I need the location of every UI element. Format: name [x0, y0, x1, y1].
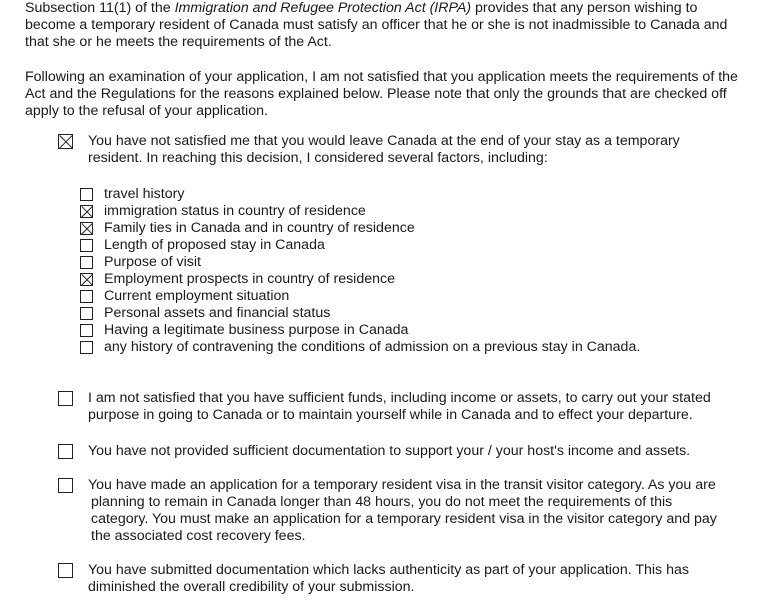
factor-label: any history of contravening the conditions of admission on a previous stay in Canada. [104, 339, 641, 355]
factor-item [80, 220, 740, 237]
ground-leave-canada-text: You have not satisfied me that you would leave Canada at the end of your stay as a temporary resident. In reaching this decision, I considered several factors, including: [88, 133, 680, 166]
factor-item [80, 186, 740, 203]
factor-checkbox[interactable] [80, 256, 93, 269]
factor-checkbox[interactable] [80, 307, 93, 320]
factor-item [80, 254, 740, 271]
intro-suffix: provides that any person wishing to become a temporary resident of Canada must satisfy an officer that he or she is not inadmissible to Canada and that she or he meets the requirements of the Act. [25, 0, 728, 50]
factor-checkbox[interactable] [80, 290, 93, 303]
factor-checkbox[interactable] [80, 239, 93, 252]
ground-authenticity-checkbox[interactable] [58, 563, 73, 578]
factor-item [80, 203, 740, 220]
ground-documentation-checkbox[interactable] [58, 444, 73, 459]
ground-authenticity-text: You have submitted documentation which lacks authenticity as part of your application. This has diminished the overall credibility of your submission. [88, 562, 689, 595]
factor-item [80, 237, 740, 254]
factor-label: Family ties in Canada and in country of residence [104, 220, 415, 236]
factor-item [80, 339, 740, 356]
ground-leave-canada-checkbox[interactable] [58, 134, 73, 149]
ground-transit-text [88, 477, 728, 545]
ground-transit-line1: You have made an application for a temporary resident visa in the transit visitor category. As you are [88, 477, 716, 493]
factor-checkbox[interactable] [80, 188, 93, 201]
factor-checkbox[interactable] [80, 205, 93, 218]
factor-checkbox[interactable] [80, 341, 93, 354]
factor-item [80, 322, 740, 339]
intro-prefix: Subsection 11(1) of the [25, 0, 175, 16]
factor-label: Having a legitimate business purpose in Canada [104, 322, 409, 338]
factor-label: Length of proposed stay in Canada [104, 237, 325, 253]
factor-label: Purpose of visit [104, 254, 201, 270]
factor-label: travel history [104, 186, 185, 202]
factor-item [80, 288, 740, 305]
ground-funds-text: I am not satisfied that you have sufficient funds, including income or assets, to carry out your stated purpose in going to Canada or to maintain yourself while in Canada and to effect your departure. [88, 390, 711, 423]
factor-label: Current employment situation [104, 288, 290, 304]
ground-transit-rest: planning to remain in Canada longer than 48 hours, you do not meet the requirements of this category. You must make an application for a temporary resident visa in the visitor category and pay the associated cost recovery fees. [91, 494, 717, 544]
factor-checkbox[interactable] [80, 324, 93, 337]
factors-list [80, 186, 740, 356]
factor-label: Employment prospects in country of residence [104, 271, 395, 287]
factor-checkbox[interactable] [80, 222, 93, 235]
examination-paragraph: Following an examination of your application, I am not satisfied that you application meets the requirements of the Act and the Regulations for the reasons explained below. Please note that only the grounds that are checked off apply to the refusal of your application. [25, 69, 738, 119]
ground-transit-checkbox[interactable] [58, 478, 73, 493]
ground-funds-checkbox[interactable] [58, 391, 73, 406]
factor-checkbox[interactable] [80, 273, 93, 286]
intro-paragraph [25, 0, 745, 51]
ground-documentation-text: You have not provided sufficient documentation to support your / your host's income and assets. [88, 443, 691, 459]
factor-item [80, 305, 740, 322]
factor-item [80, 271, 740, 288]
factor-label: Personal assets and financial status [104, 305, 331, 321]
factor-label: immigration status in country of residence [104, 203, 366, 219]
act-name: Immigration and Refugee Protection Act (IRPA) [174, 0, 472, 16]
